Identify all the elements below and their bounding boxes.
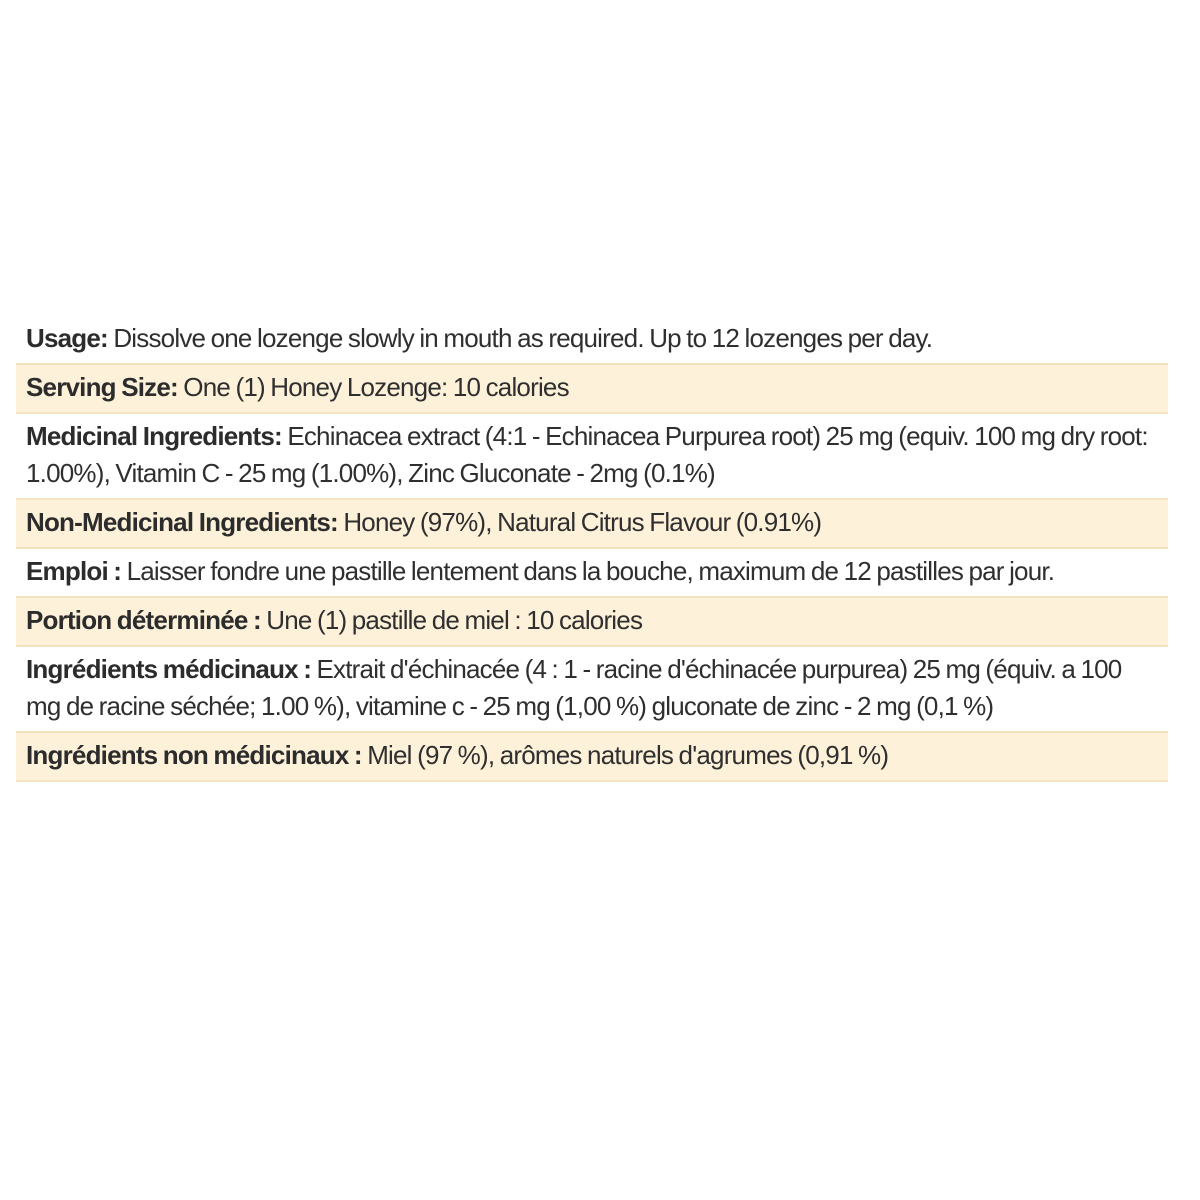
row-value: Dissolve one lozenge slowly in mouth as required. Up to 12 lozenges per day.: [107, 323, 933, 353]
row-value: Miel (97 %), arômes naturels d'agrumes (0,91 %): [361, 740, 889, 770]
portion-row: [16, 598, 1168, 647]
row-value: Honey (97%), Natural Citrus Flavour (0.91%): [337, 507, 822, 537]
serving-size-row: [16, 365, 1168, 414]
ingredients-medicinaux-row: [16, 647, 1168, 733]
row-label: Ingrédients non médicinaux :: [26, 740, 362, 770]
row-value: Extrait d'échinacée (4 : 1 - racine d'échinacée purpurea) 25 mg (équiv. a 100 mg de racine séchée; 1.00 %), vitamine c - 25 mg (1,00 %) gluconate de zinc - 2 mg (0,1 %): [26, 654, 1122, 721]
non-medicinal-ingredients-row: [16, 500, 1168, 549]
row-value: Une (1) pastille de miel : 10 calories: [260, 605, 643, 635]
row-label: Portion déterminée :: [26, 605, 261, 635]
row-label: Non-Medicinal Ingredients:: [26, 507, 338, 537]
row-label: Medicinal Ingredients:: [26, 421, 282, 451]
row-value: One (1) Honey Lozenge: 10 calories: [177, 372, 569, 402]
ingredients-non-medicinaux-row: [16, 733, 1168, 782]
row-label: Ingrédients médicinaux :: [26, 654, 312, 684]
product-info-table: [16, 316, 1168, 782]
row-value: Laisser fondre une pastille lentement dans la bouche, maximum de 12 pastilles par jour.: [121, 556, 1055, 586]
row-label: Usage:: [26, 323, 108, 353]
emploi-row: [16, 549, 1168, 598]
medicinal-ingredients-row: [16, 414, 1168, 500]
row-value: Echinacea extract (4:1 - Echinacea Purpurea root) 25 mg (equiv. 100 mg dry root: 1.00%), Vitamin C - 25 mg (1.00%), Zinc Gluconate - 2mg (0.1%): [26, 421, 1148, 488]
row-label: Emploi :: [26, 556, 122, 586]
row-label: Serving Size:: [26, 372, 178, 402]
usage-row: [16, 316, 1168, 365]
